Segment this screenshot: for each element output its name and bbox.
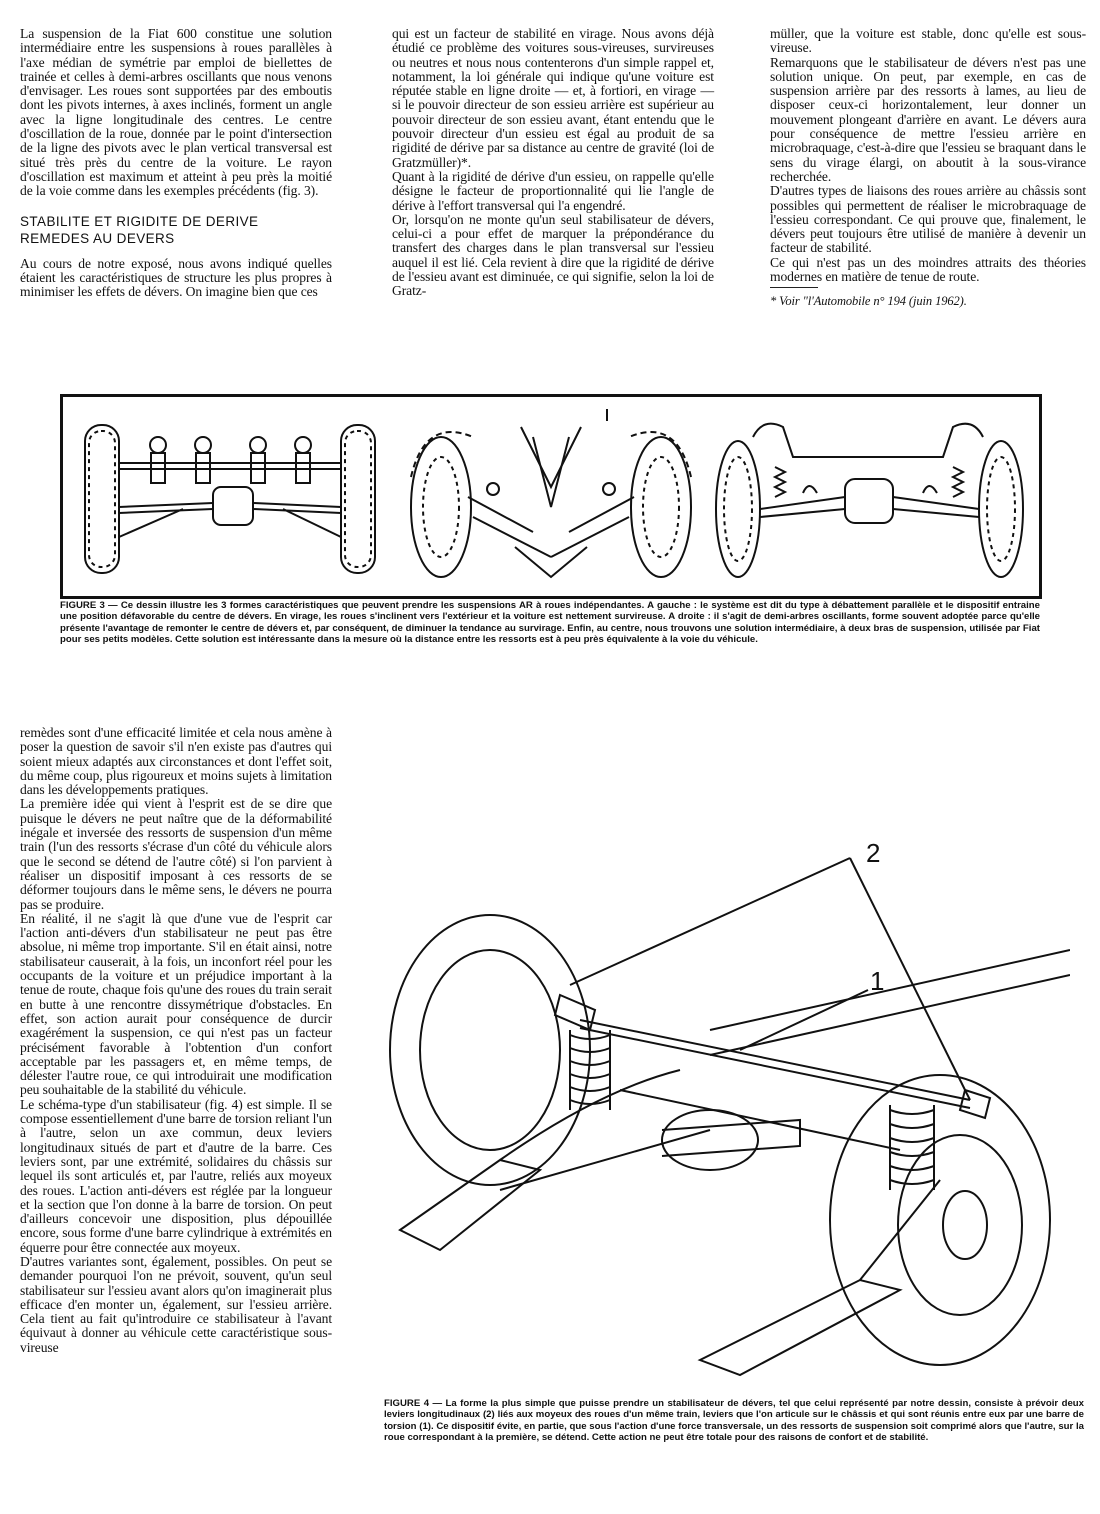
figure-3-drawing xyxy=(63,397,1039,596)
paragraph: D'autres variantes sont, également, possibles. On peut se demander pourquoi l'on ne prévoit, souvent, qu'un seul stabilisateur sur l'essieu avant alors qu'on imaginerait plus efficace d'en monter un, également, sur l'essieu arrière. Cela tient au fait qu'introduire ce stabilisateur à l'avant équivaut à donner au véhicule cette caractéristique sous-vireuse xyxy=(20,1253,332,1355)
column-3-top xyxy=(770,27,1086,309)
paragraph: Ce qui n'est pas un des moindres attraits des théories modernes en matière de tenue de route. xyxy=(770,254,1086,285)
paragraph: La première idée qui vient à l'esprit est de se dire que puisque le dévers ne peut naître que de la déformabilité inégale et inversée des ressorts de suspension d'un même train (l'un des ressorts s'écrase d'un côté du véhicule alors que le second se détend de l'autre côté) si l'on parvient à réaliser un dispositif imposant à ces ressorts de se déformer toujours dans le même sens, le dévers ne pourra pas se produire. xyxy=(20,796,332,912)
paragraph: remèdes sont d'une efficacité limitée et cela nous amène à poser la question de savoir s'il n'en existe pas d'autres qui soient mieux adaptés aux circonstances et dont l'effet soit, du même coup, plus rigoureux et moins sujets à limitation dans les développements pratiques. xyxy=(20,725,332,798)
heading-line: REMEDES AU DEVERS xyxy=(20,230,175,246)
paragraph: Au cours de notre exposé, nous avons indiqué quelles étaient les caractéristiques de structure les plus propres à minimiser les effets de dévers. On imagine bien que ces xyxy=(20,255,332,300)
figure-4-caption: FIGURE 4 — La forme la plus simple que puisse prendre un stabilisateur de dévers, tel que celui représenté par notre dessin, consiste à prévoir deux leviers longitudinaux (2) liés aux moyeux des roues d'un même train, leviers que l'on articule sur le châssis et qui sont réunis entre eux par une barre de torsion (1). Ce dispositif évite, en partie, que sous l'action d'une force transversale, un des ressorts de suspension soit comprimé alors que l'autre, sur la roue correspondant à la première, se détend. Cette action ne peut être totale pour des raisons de confort et de stabilité. xyxy=(384,1398,1084,1443)
paragraph: Quant à la rigidité de dérive d'un essieu, on rappelle qu'elle désigne le facteur de proportionnalité qui lie l'angle de dérive à l'effort transversal qui l'a engendré. xyxy=(392,168,714,213)
paragraph: D'autres types de liaisons des roues arrière au châssis sont possibles qui permettent de réaliser le microbraquage de l'essieu correspondant. Ce qui prouve que, finalement, le dévers peut toujours être utilisé de manière à devenir un facteur de stabilité. xyxy=(770,183,1086,256)
paragraph: En réalité, il ne s'agit là que d'une vue de l'esprit car l'action anti-dévers d'un stabilisateur ne peut pas être absolue, ni même trop importante. S'il en était ainsi, notre stabilisateur causerait, à la fois, un inconfort réel pour les occupants de la voiture et un préjudice important à la tenue de route, chaque fois qu'une des roues du train serait en butte à une rencontre dissymétrique d'obstacles. En effet, son action aurait pour conséquence de durcir exagérément la suspension, ce qui n'est pas un facteur précisément favorable à l'obtention d'un confort acceptable par les passagers et, en même temps, de délester l'autre roue, ce qui introduirait une modification peu souhaitable de la stabilité du véhicule. xyxy=(20,910,332,1098)
paragraph: müller, que la voiture est stable, donc qu'elle est sous-vireuse. xyxy=(770,26,1086,56)
figure-3-frame xyxy=(60,394,1042,599)
footnote-rule xyxy=(770,287,818,288)
paragraph: Or, lorsqu'on ne monte qu'un seul stabilisateur de dévers, celui-ci a pour effet de marquer la prépondérance du transfert des charges dans le plan transversal sur l'essieu auquel il est lié. Cela revient à dire que la rigidité de dérive de l'essieu avant est diminuée, ce qui signifie, selon la loi de Gratz- xyxy=(392,211,714,299)
figure-4-label-1: 1 xyxy=(870,966,885,996)
column-1-bottom xyxy=(20,726,332,1355)
footnote: * Voir "l'Automobile n° 194 (juin 1962). xyxy=(770,294,967,309)
paragraph: Le schéma-type d'un stabilisateur (fig. 4) est simple. Il se compose essentiellement d'une barre de torsion reliant l'un à l'autre, selon un axe commun, deux leviers longitudinaux situés de part et d'autre de la barre. Ces leviers sont, par une extrémité, solidaires du châssis sur lequel ils sont articulés et, par l'autre, reliés aux moyeux des roues. L'action anti-dévers est réglée par la longueur et la section que l'on donne à la barre de torsion. On peut d'ailleurs concevoir une disposition, plus dépouillée encore, sous forme d'une barre cylindrique à extrémités en équerre pour être connectée aux moyeux. xyxy=(20,1096,332,1255)
parallel-suspension-drawing xyxy=(85,425,375,573)
column-2-top xyxy=(392,27,714,299)
swing-axle-suspension-drawing xyxy=(716,424,1023,577)
figure-3-caption: FIGURE 3 — Ce dessin illustre les 3 formes caractéristiques que peuvent prendre les suspensions AR à roues indépendantes. A gauche : le système est dit du type à débattement parallèle et le dispositif entraine une position défavorable du centre de dévers. En virage, les roues s'inclinent vers l'extérieur et la voiture est nettement survireuse. A droite : il s'agit de demi-arbres oscillants, forme souvent adoptée parce qu'elle présente l'avantage de remonter le centre de dévers et, par conséquent, de diminuer la tendance au survirage. Enfin, au centre, nous trouvons une solution intermédiaire, à deux bras de suspension, utilisée par Fiat pour ses petits modèles. Cette solution est intéressante dans la mesure où la distance entre les ressorts est à peu près équivalente à la voie du véhicule. xyxy=(60,600,1040,645)
intermediate-suspension-drawing xyxy=(411,409,691,577)
heading-line: STABILITE ET RIGIDITE DE DERIVE xyxy=(20,213,259,229)
paragraph: La suspension de la Fiat 600 constitue une solution intermédiaire entre les suspensions à roues parallèles à l'axe médian de symétrie par emploi de biellettes de trainée et celles à demi-arbres oscillants que nous venons d'envisager. Les roues sont supportées par des emboutis dont les pivots internes, à axes inclinés, forment un angle avec la ligne longitudinale des centres. Le centre d'oscillation de la roue, donnée par le point d'intersection de la ligne des pivots avec le plan vertical transversal est situé très près du centre de la voiture. Le rayon d'oscillation est maximum et atteint à peu près la moitié de la voie comme dans les exemples précédents (fig. 3). xyxy=(20,26,332,199)
figure-4-label-2: 2 xyxy=(866,838,881,868)
section-heading xyxy=(20,213,332,247)
paragraph: qui est un facteur de stabilité en virage. Nous avons déjà étudié ce problème des voitures sous-vireuses, survireuses ou neutres et nous nous contenterons d'un simple rappel et, notamment, la loi générale qui indique qu'une voiture est réputée stable en ligne droite — et, à fortiori, en virage — si le pouvoir directeur de son essieu arrière est supérieur au pouvoir directeur de son essieu avant, étant entendu que le pouvoir directeur d'un essieu est égal au produit de sa rigidité de dérive par sa distance au centre de gravité (loi de Gratzmüller)*. xyxy=(392,26,714,170)
figure-4-drawing xyxy=(380,830,1070,1390)
paragraph: Remarquons que le stabilisateur de dévers n'est pas une solution unique. On peut, par exemple, en cas de suspension arrière par des ressorts à lames, au lieu de disposer ceux-ci horizontalement, leur donner un mouvement plongeant d'arrière en avant. Le dévers aura pour conséquence de mettre l'essieu arrière en microbraquage, c'est-à-dire que l'essieu se braquant dans le sens du virage élargi, on aboutit à la sous-virance recherchée. xyxy=(770,54,1086,184)
column-1-top xyxy=(20,27,332,299)
